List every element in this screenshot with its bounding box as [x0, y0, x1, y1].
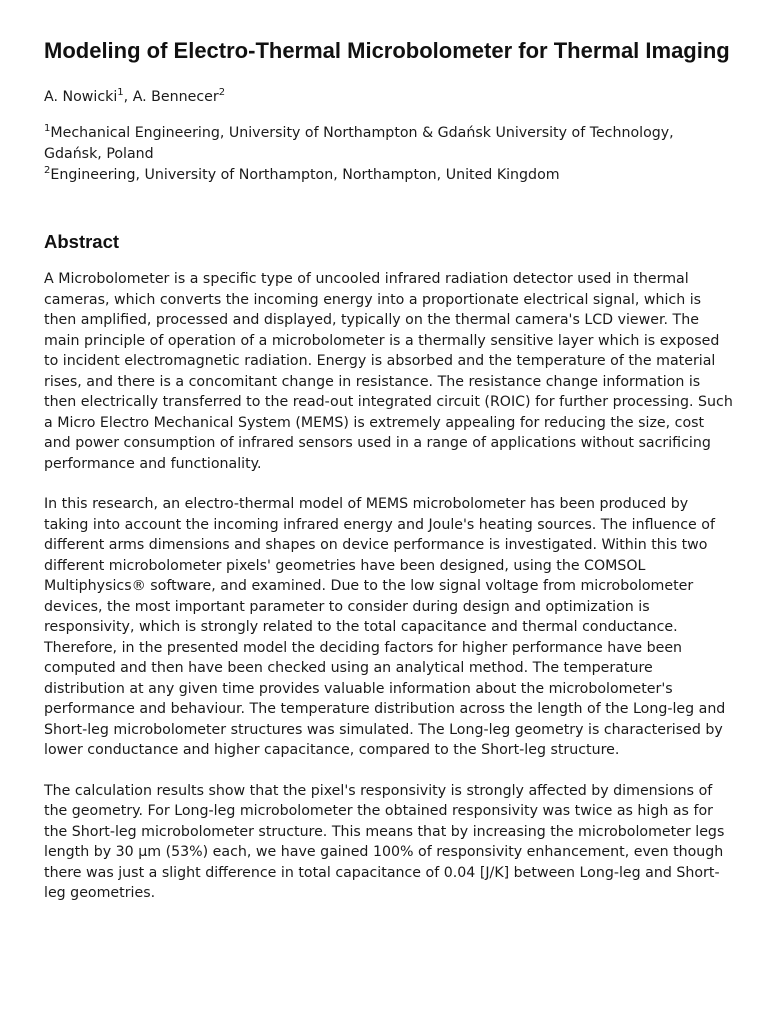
affiliation-text: Engineering, University of Northampton, Northampton, United Kingdom: [50, 166, 560, 183]
author-list: [44, 87, 734, 107]
affiliation-marker: 1: [44, 123, 51, 134]
author-name: A. Nowicki: [44, 89, 118, 105]
abstract-paragraph: In this research, an electro-thermal model of MEMS microbolometer has been produced by taking into account the incoming infrared energy and Joule's heating sources. The influence of different arms dimensions and shapes on device performance is investigated. Within this two different microbolometer pixels' geometries have been designed, using the COMSOL Multiphysics® software, and examined. Due to the low signal voltage from microbolometer devices, the most important parameter to consider during design and optimization is responsivity, which is strongly related to the total capacitance and thermal conductance. Therefore, in the presented model the deciding factors for higher performance have been computed and then have been checked using an analytical method. The temperature distribution at any given time provides valuable information about the microbolometer's performance and behaviour. The temperature distribution across the length of the Long-leg and Short-leg microbolometer structures was simulated. The Long-leg geometry is characterised by lower conductance and higher capacitance, compared to the Short-leg structure.: [44, 496, 726, 759]
affiliation: [44, 165, 734, 186]
affiliation-marker: 2: [44, 164, 51, 176]
author-name: A. Bennecer: [132, 89, 219, 105]
abstract-heading: Abstract: [44, 231, 120, 253]
paper-title: Modeling of Electro-Thermal Microbolometer for Thermal Imaging: [44, 38, 730, 63]
affiliation: [44, 123, 734, 165]
author-separator: ,: [123, 89, 133, 105]
abstract-paragraph: A Microbolometer is a specific type of uncooled infrared radiation detector used in thermal cameras, which converts the incoming energy into a proportionate electrical signal, which is then amplified, processed and displayed, typically on the thermal camera's LCD viewer. The main principle of operation of a microbolometer is a thermally sensitive layer which is exposed to incident electromagnetic radiation. Energy is absorbed and the temperature of the material rises, and there is a concomitant change in resistance. The resistance change information is then electrically transferred to the read-out integrated circuit (ROIC) for further processing. Such a Micro Electro Mechanical System (MEMS) is extremely appealing for reducing the size, cost and power consumption of infrared sensors used in a range of applications without sacrificing performance and functionality.: [44, 271, 733, 472]
affiliation-text: Mechanical Engineering, University of Northampton & Gdańsk University of Technology, Gdańsk, Poland: [44, 125, 674, 162]
author-affiliation-marker: 2: [218, 87, 226, 98]
abstract-paragraph: The calculation results show that the pixel's responsivity is strongly affected by dimensions of the geometry. For Long-leg microbolometer the obtained responsivity was twice as high as for the Short-leg microbolometer structure. This means that by increasing the microbolometer legs length by 30 µm (53%) each, we have gained 100% of responsivity enhancement, even though there was just a slight difference in total capacitance of 0.04 [J/K] between Long-leg and Short-leg geometries.: [44, 782, 725, 902]
paper-page: [44, 36, 734, 924]
author-affiliation-marker: 1: [117, 87, 124, 98]
